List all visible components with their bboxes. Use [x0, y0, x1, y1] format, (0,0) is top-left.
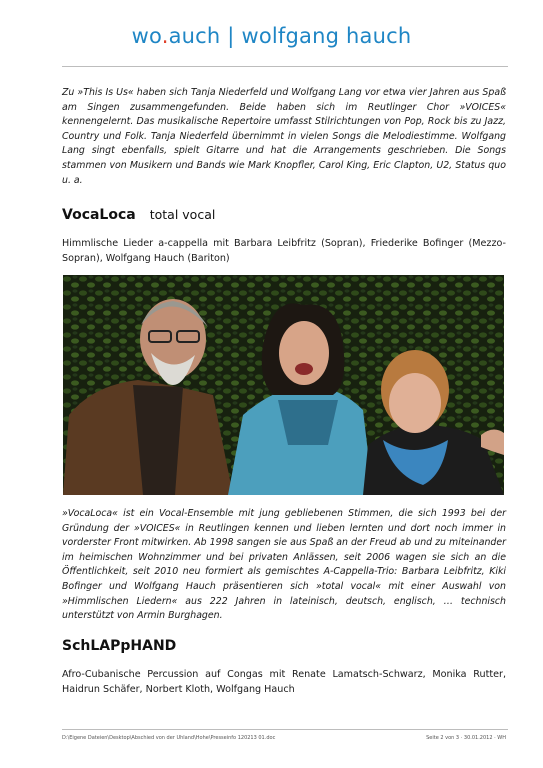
- schlapphand-lineup: Afro-Cubanische Percussion auf Congas mit Renate Lamatsch-Schwarz, Monika Rutter, Haidrun Schäfer, Norbert Kloth, Wolfgang Hauch: [62, 669, 506, 695]
- footer-page-info: Seite 2 von 3 · 30.01.2012 · WH: [426, 735, 506, 741]
- site-header: [0, 24, 543, 48]
- footer-rule: [62, 729, 508, 730]
- brand-auch: auch: [168, 24, 221, 48]
- brand-dot: .: [161, 24, 169, 48]
- header-rule: [62, 66, 508, 67]
- section-heading-vocaloca: [62, 207, 215, 223]
- vocaloca-description: »VocaLoca« ist ein Vocal-Ensemble mit jung gebliebenen Stimmen, die sich 1993 bei der Gründung der »VOICES« in Reutlingen kennen und lieben lernten und dort noch immer in vorderster Front mitwirken. Ab 1998 sangen sie aus Spaß an der Freud ab und zu miteinander im heimischen Wohnzimmer und bei privaten Anlässen, seit 2006 wagen sie sich an die Öffentlichkeit, seit 2010 neu formiert als gemischtes A-Cappella-Trio: Barbara Leibfritz, Kiki Bofinger und Wolfgang Hauch präsentieren sich »total vocal« mit einer Auswahl von »Himmlischen Liedern« aus 222 Jahren in lateinisch, deutsch, englisch, … technisch unterstützt von Armin Burghagen.: [62, 508, 506, 622]
- section-title: VocaLoca: [62, 207, 136, 223]
- brand-wo: wo: [131, 24, 162, 48]
- section-title: SchLAPpHAND: [62, 638, 177, 654]
- group-photo-illustration: [63, 275, 504, 495]
- brand-name: wolfgang hauch: [241, 24, 412, 48]
- footer-path: D:\Eigene Dateien\Desktop\Abschied von der Uhland\Hohe\Presseinfo 120213 01.doc: [62, 735, 276, 741]
- intro-paragraph: Zu »This Is Us« haben sich Tanja Niederfeld und Wolfgang Lang vor etwa vier Jahren aus Spaß am Singen zusammengefunden. Beide haben sich im Reutlinger Chor »VOICES« kennengelernt. Das musikalische Repertoire umfasst Stilrichtungen von Pop, Rock bis zu Jazz, Country und Folk. Tanja Niederfeld übernimmt in vielen Songs die Melodiestimme. Wolfgang Lang singt ebenfalls, spielt Gitarre und hat die Arrangements geschrieben. Die Songs stammen von Musikern und Bands wie Mark Knopfler, Carol King, Eric Clapton, U2, Status quo u. a.: [62, 87, 506, 186]
- group-photo: [63, 275, 504, 495]
- vocaloca-lineup: Himmlische Lieder a-cappella mit Barbara Leibfritz (Sopran), Friederike Bofinger (Mezzo-Sopran), Wolfgang Hauch (Bariton): [62, 238, 506, 264]
- brand-separator: |: [220, 24, 242, 48]
- section-subtitle: total vocal: [149, 207, 216, 222]
- section-heading-schlapphand: [62, 638, 176, 654]
